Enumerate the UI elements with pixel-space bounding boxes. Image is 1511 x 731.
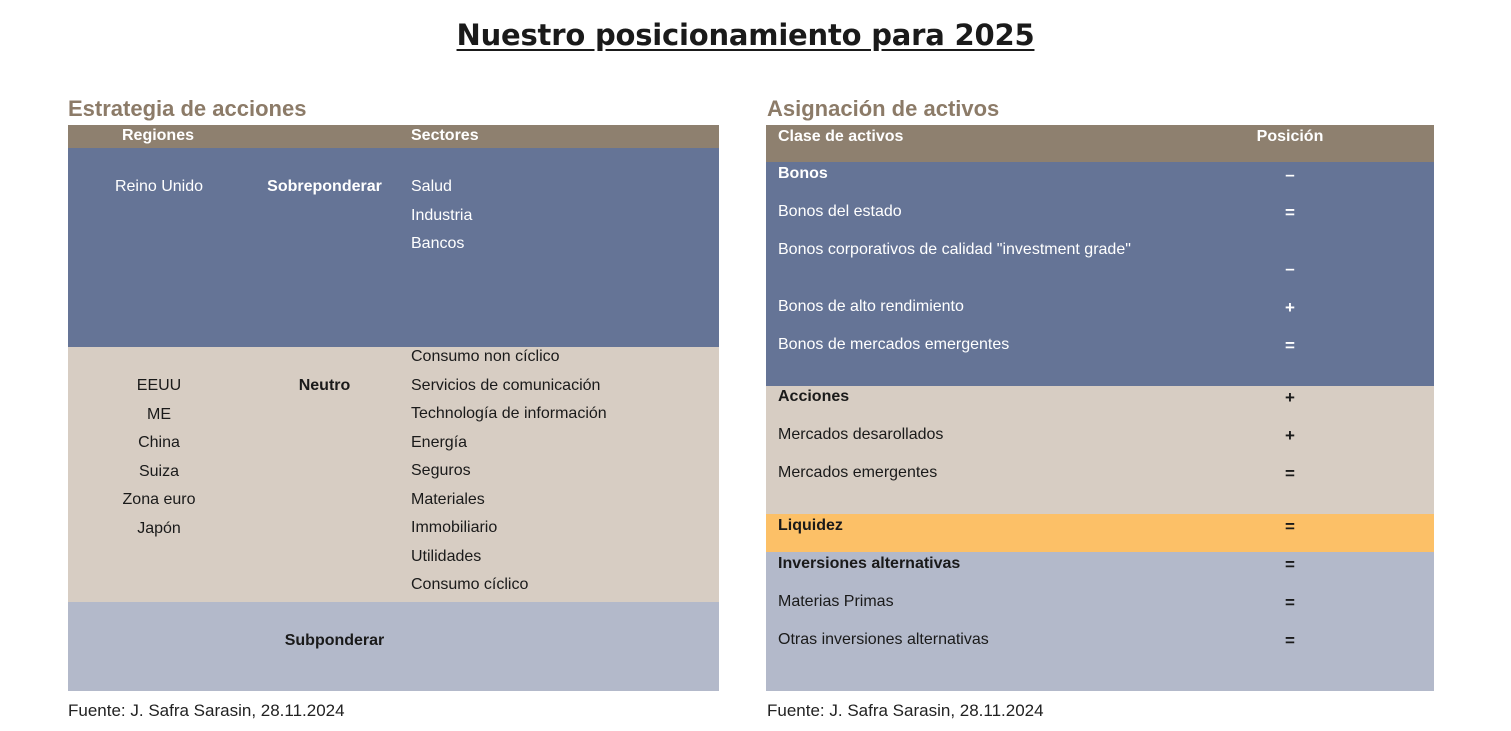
position-commodities: = <box>1285 593 1295 612</box>
regions-header: Regiones <box>121 127 194 144</box>
asset-row-liquidity: Liquidez <box>778 517 843 534</box>
asset-row-commodities: Materias Primas <box>778 593 894 610</box>
sector-item: Utilidades <box>411 547 482 565</box>
overweight-label: Sobreponderar <box>267 178 382 195</box>
asset-row-developed-markets: Mercados desarollados <box>778 426 944 443</box>
position-bonds: – <box>1285 165 1295 184</box>
region-item: Japón <box>137 519 181 537</box>
position-ig-bonds: – <box>1285 259 1295 278</box>
sectors-header: Sectores <box>411 127 479 144</box>
equities-band <box>766 386 1434 514</box>
asset-allocation-title: Asignación de activos <box>767 96 1000 121</box>
neutral-band <box>68 347 719 602</box>
sector-item: Seguros <box>411 462 471 479</box>
allocation-source-note: Fuente: J. Safra Sarasin, 28.11.2024 <box>767 701 1044 720</box>
position-alternatives: = <box>1285 555 1295 574</box>
position-emerging-markets: = <box>1285 464 1295 483</box>
neutral-label: Neutro <box>298 377 351 394</box>
asset-row-equities: Acciones <box>778 388 850 405</box>
sector-item: Immobiliario <box>411 519 498 536</box>
overweight-band <box>68 148 719 347</box>
neutral-sectors <box>411 343 607 600</box>
asset-allocation-table <box>766 125 1434 691</box>
asset-row-em-bonds: Bonos de mercados emergentes <box>778 336 1010 353</box>
position-liquidity: = <box>1285 517 1295 536</box>
position-other-alternatives: = <box>1285 631 1295 650</box>
position-developed-markets: + <box>1285 426 1295 445</box>
position-header: Posición <box>1256 128 1324 145</box>
asset-row-high-yield: Bonos de alto rendimiento <box>778 298 964 315</box>
overweight-regions <box>68 173 250 202</box>
underweight-label: Subponderar <box>284 632 385 649</box>
region-item: ME <box>147 405 171 423</box>
asset-row-ig-bonds: Bonos corporativos de calidad "investment grade" <box>778 241 1131 258</box>
allocation-header-row <box>766 125 1434 162</box>
sector-item: Servicios de comunicación <box>411 376 601 394</box>
position-high-yield: + <box>1285 298 1295 317</box>
asset-row-alternatives: Inversiones alternativas <box>778 555 961 572</box>
liquidity-band <box>766 514 1434 552</box>
equity-strategy-title: Estrategia de acciones <box>68 96 307 121</box>
asset-row-government-bonds: Bonos del estado <box>778 203 902 220</box>
sector-item: Salud <box>411 178 452 195</box>
sector-item: Industria <box>411 206 473 224</box>
asset-row-emerging-markets: Mercados emergentes <box>778 464 938 481</box>
region-item: Suiza <box>138 462 180 480</box>
sector-item: Consumo cíclico <box>411 576 529 593</box>
equity-header-row <box>68 125 719 148</box>
sector-item: Energía <box>411 433 468 451</box>
position-equities: + <box>1285 388 1295 407</box>
region-item: Reino Unido <box>114 178 204 195</box>
asset-class-header: Clase de activos <box>778 128 904 145</box>
region-item: China <box>138 434 180 451</box>
sector-item: Bancos <box>411 235 465 252</box>
sector-item: Materiales <box>411 490 485 508</box>
underweight-band <box>68 602 719 691</box>
page-title: Nuestro posicionamiento para 2025 <box>456 18 1035 52</box>
sector-item: Consumo non cíclico <box>411 348 560 365</box>
equity-source-note: Fuente: J. Safra Sarasin, 28.11.2024 <box>68 701 345 720</box>
overweight-sectors <box>411 173 472 259</box>
sector-item: Technología de información <box>411 405 607 422</box>
equity-strategy-table <box>68 125 719 691</box>
position-em-bonds: = <box>1285 336 1295 355</box>
asset-row-bonds: Bonos <box>778 165 828 182</box>
neutral-regions <box>68 372 250 543</box>
position-government-bonds: = <box>1285 203 1295 222</box>
region-item: Zona euro <box>122 491 196 508</box>
region-item: EEUU <box>136 377 182 394</box>
asset-row-other-alternatives: Otras inversiones alternativas <box>778 631 989 648</box>
